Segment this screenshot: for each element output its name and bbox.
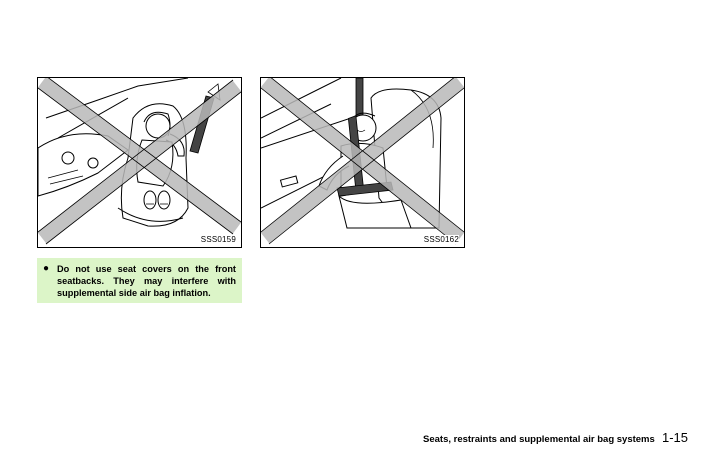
figure-caption: SSS0162 — [423, 235, 459, 244]
seat-cover-illustration-1 — [38, 78, 241, 247]
seat-cover-warning-note — [37, 258, 242, 303]
figure-seat-cover-warning-2 — [260, 77, 465, 248]
section-title: Seats, restraints and supplemental air bag systems — [423, 434, 655, 445]
page-number: 1-15 — [662, 430, 689, 445]
note-text: Do not use seat covers on the front seatbacks. They may interfere with supplemental side air bag inflation. — [57, 264, 236, 298]
figure-caption: SSS0159 — [200, 235, 236, 244]
figure-seat-cover-warning-1 — [37, 77, 242, 248]
seat-cover-illustration-2 — [261, 78, 464, 247]
bullet-icon: ● — [43, 263, 50, 274]
